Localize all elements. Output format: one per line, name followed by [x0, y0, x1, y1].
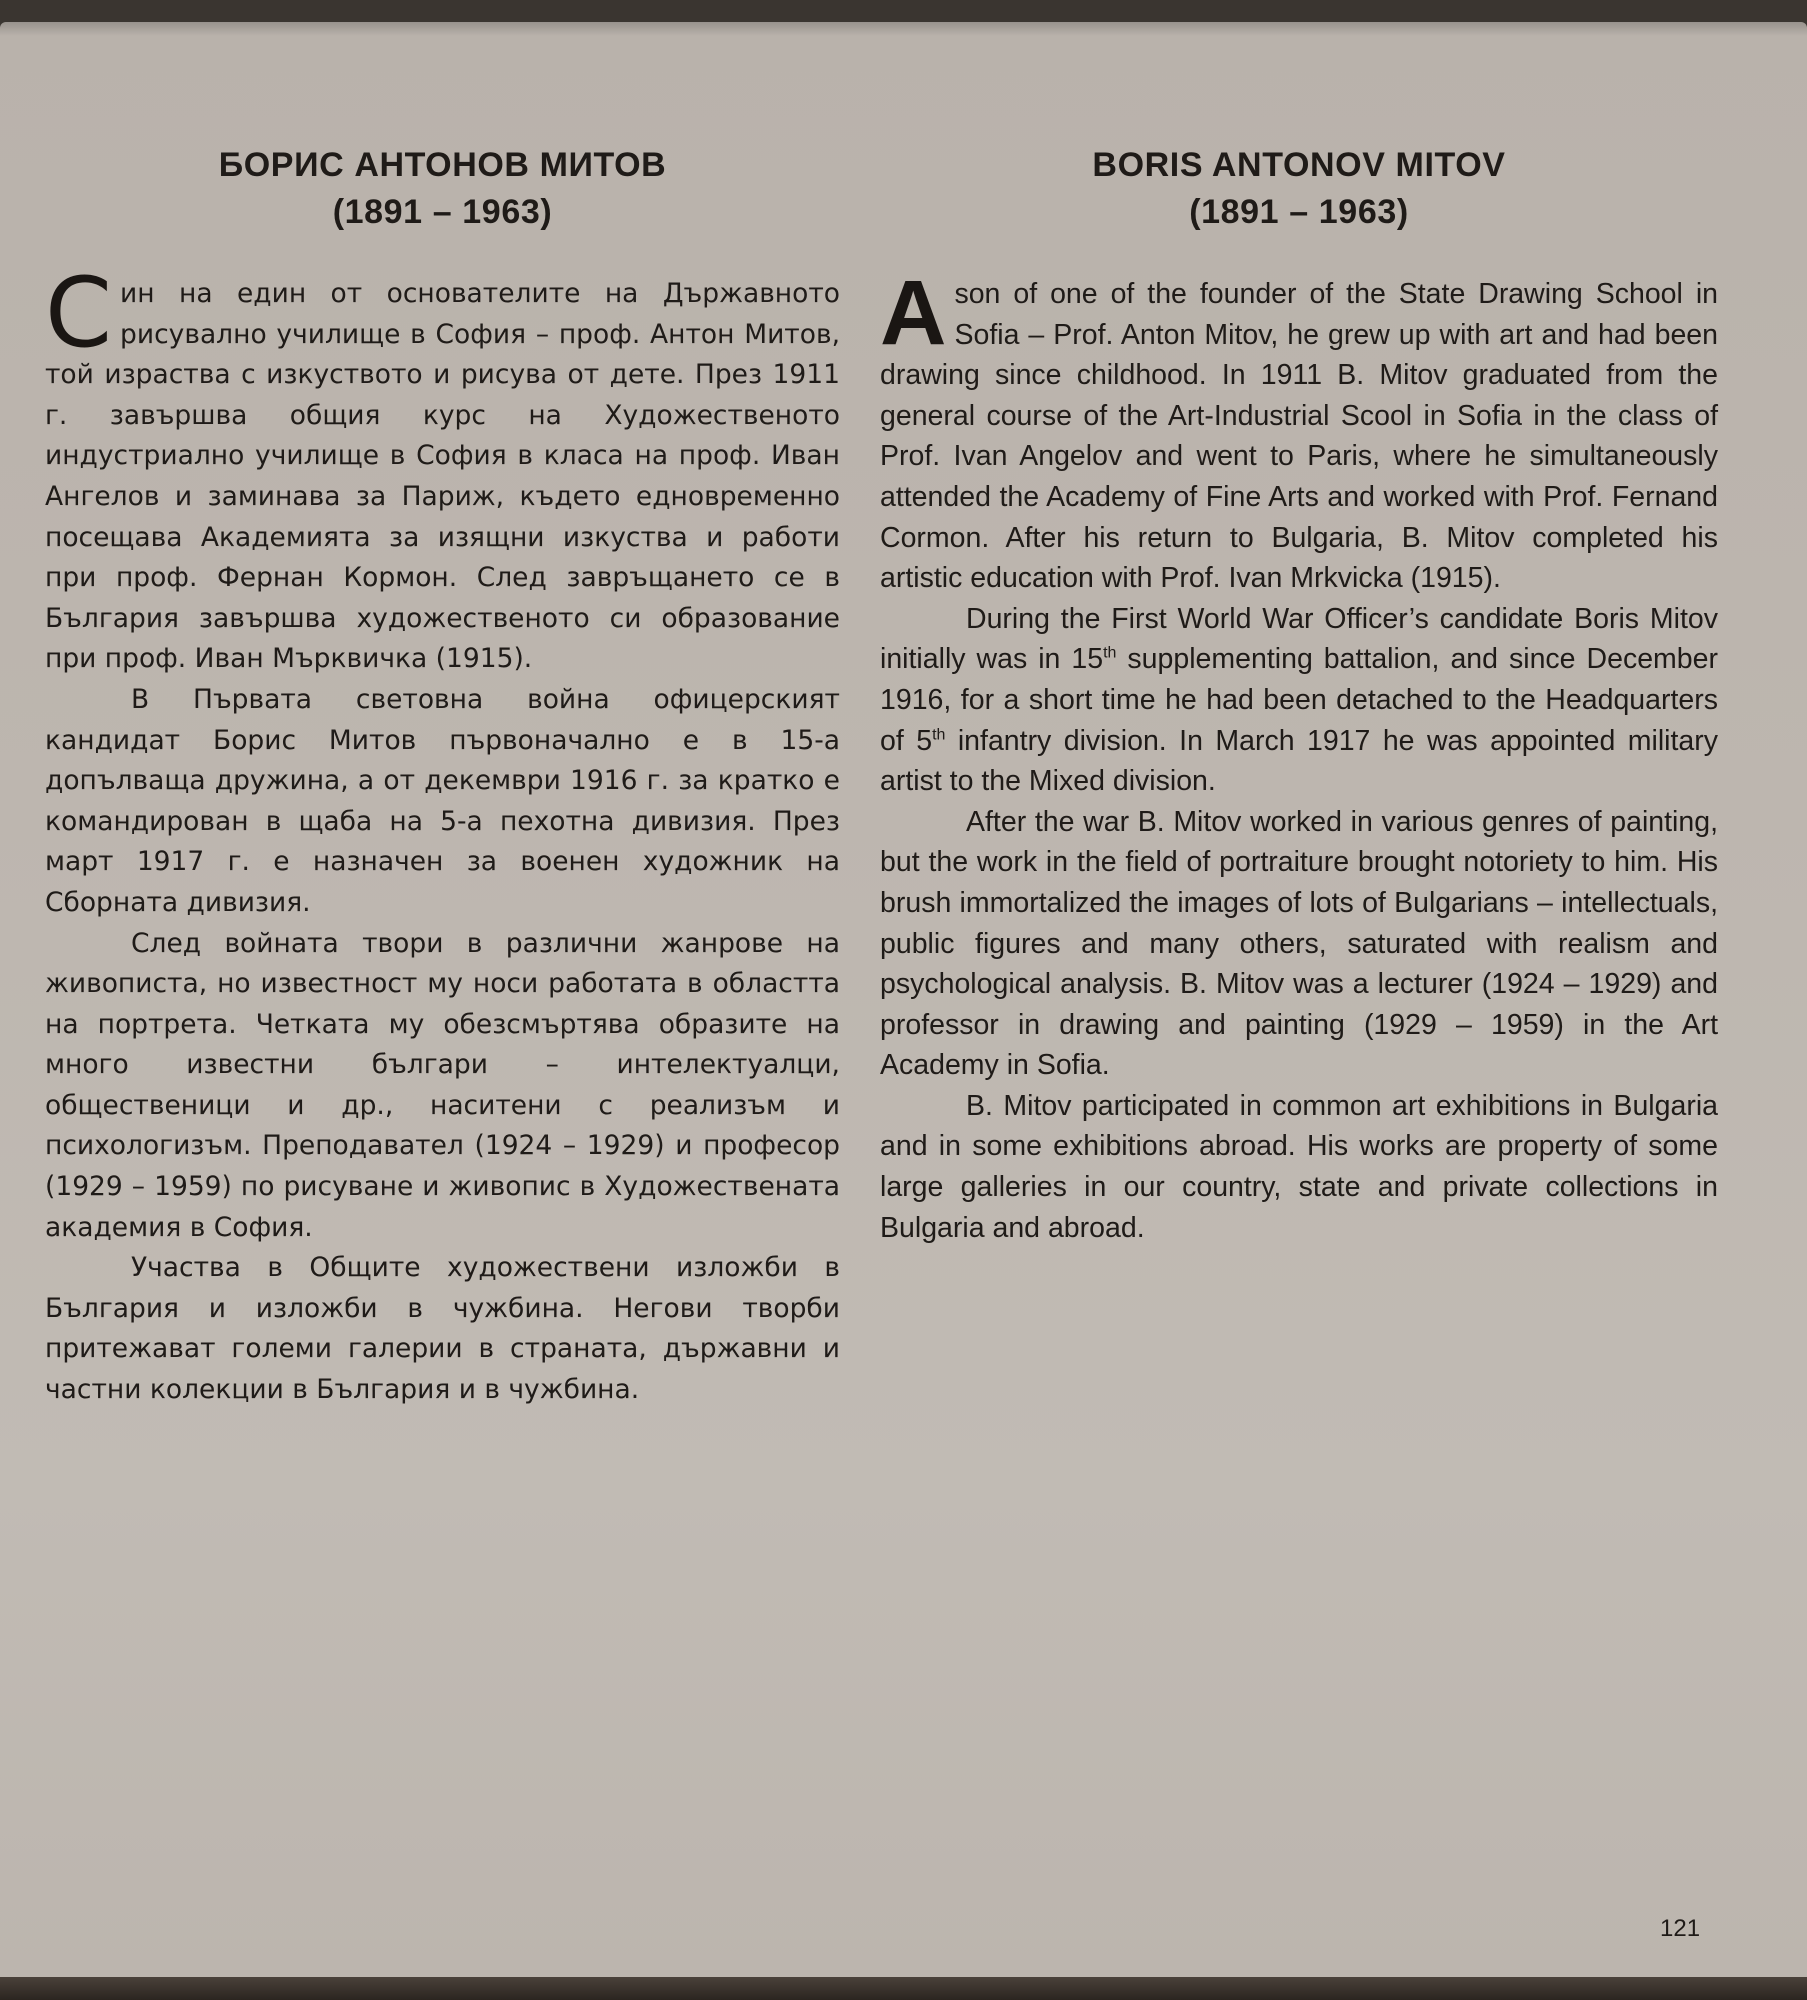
bulgarian-paragraph-4: Участва в Общите художествени изложби в България и изложби в чужбина. Негови творби притежават големи галерии в страната, държавни и частни колекции в България и в чужбина. — [45, 1252, 840, 1406]
english-paragraph-2-part-a: During the First World War Officer’s candidate Boris Mitov initially was in 15 — [880, 602, 1718, 676]
bulgarian-title — [45, 142, 840, 236]
bulgarian-paragraph-1-text: ин на един от основателите на Държавното рисувално училище в София – проф. Антон Митов, той израства с изкуството и рисува от дете. През 1911 г. завършва общия курс на Художественото индустриално училище в София в класа на проф. Иван Ангелов и заминава за Париж, където едновременно посещава Академията за изящни изкуства и работи при проф. Фернан Кормон. След завръщането се в България завършва художественото си образование при проф. Иван Мърквичка (1915). — [45, 278, 840, 675]
english-column — [880, 142, 1718, 1248]
english-paragraph-1-text: son of one of the founder of the State Drawing School in Sofia – Prof. Anton Mitov, he grew up with art and had been drawing since childhood. In 1911 B. Mitov graduated from the general course of the Art-Industrial Scool in Sofia in the class of Prof. Ivan Angelov and went to Paris, where he simultaneously attended the Academy of Fine Arts and worked with Prof. Fernand Cormon. After his return to Bulgaria, B. Mitov completed his artistic education with Prof. Ivan Mrkvicka (1915). — [880, 278, 1718, 595]
bulgarian-paragraph-1 — [45, 257, 840, 680]
english-paragraph-2-part-c: infantry division. In March 1917 he was appointed military artist to the Mixed division. — [880, 724, 1718, 798]
book-page — [0, 22, 1807, 1977]
bulgarian-title-name: БОРИС АНТОНОВ МИТОВ — [218, 146, 667, 184]
page-edge-shadow — [0, 22, 1807, 36]
bulgarian-paragraph-2: В Първата световна война офицерският кандидат Борис Митов първоначално е в 15-а допълваща дружина, а от декември 1916 г. за кратко е командирован в щаба на 5-а пехотна дивизия. През март 1917 г. е назначен за военен художник на Сборната дивизия. — [45, 683, 840, 918]
page-bottom-edge — [0, 1977, 1807, 2000]
english-title — [880, 142, 1718, 236]
english-title-years: (1891 – 1963) — [1189, 193, 1409, 231]
bulgarian-title-years: (1891 – 1963) — [332, 193, 553, 231]
bulgarian-paragraph-3: След войната твори в различни жанрове на живописта, но известност му носи работата в областта на портрета. Четката му обезсмъртява образите на много известни българи – интелектуалци, общественици и др., наситени с реализъм и психологизъм. Преподавател (1924 – 1929) и професор (1929 – 1959) по рисуване и живопис в Художествената академия в София. — [45, 927, 840, 1243]
ordinal-suffix: th — [932, 726, 946, 744]
bulgarian-body — [45, 257, 840, 1411]
english-title-name: BORIS ANTONOV MITOV — [1092, 146, 1506, 184]
english-paragraph-1 — [880, 262, 1718, 599]
english-paragraph-3: After the war B. Mitov worked in various genres of painting, but the work in the field of portraiture brought notoriety to him. His brush immortalized the images of lots of Bulgarians – intellectuals, public figures and many others, saturated with realism and psychological analysis. B. Mitov was a lecturer (1924 – 1929) and professor in drawing and painting (1929 – 1959) in the Art Academy in Sofia. — [880, 805, 1718, 1082]
page-number: 121 — [1660, 1915, 1701, 1942]
english-paragraph-2-part-b: supplementing battalion, and since December 1916, for a short time he had been detached to the Headquarters of 5 — [880, 643, 1718, 757]
english-dropcap: A — [880, 262, 947, 364]
english-body — [880, 262, 1718, 1248]
english-paragraph-4: B. Mitov participated in common art exhibitions in Bulgaria and in some exhibitions abroad. His works are property of some large galleries in our country, state and private collections in Bulgaria and abroad. — [880, 1089, 1718, 1244]
bulgarian-dropcap: С — [45, 257, 113, 369]
english-paragraph-2 — [880, 599, 1718, 802]
ordinal-suffix: th — [1103, 644, 1117, 662]
bulgarian-column — [45, 142, 840, 1411]
